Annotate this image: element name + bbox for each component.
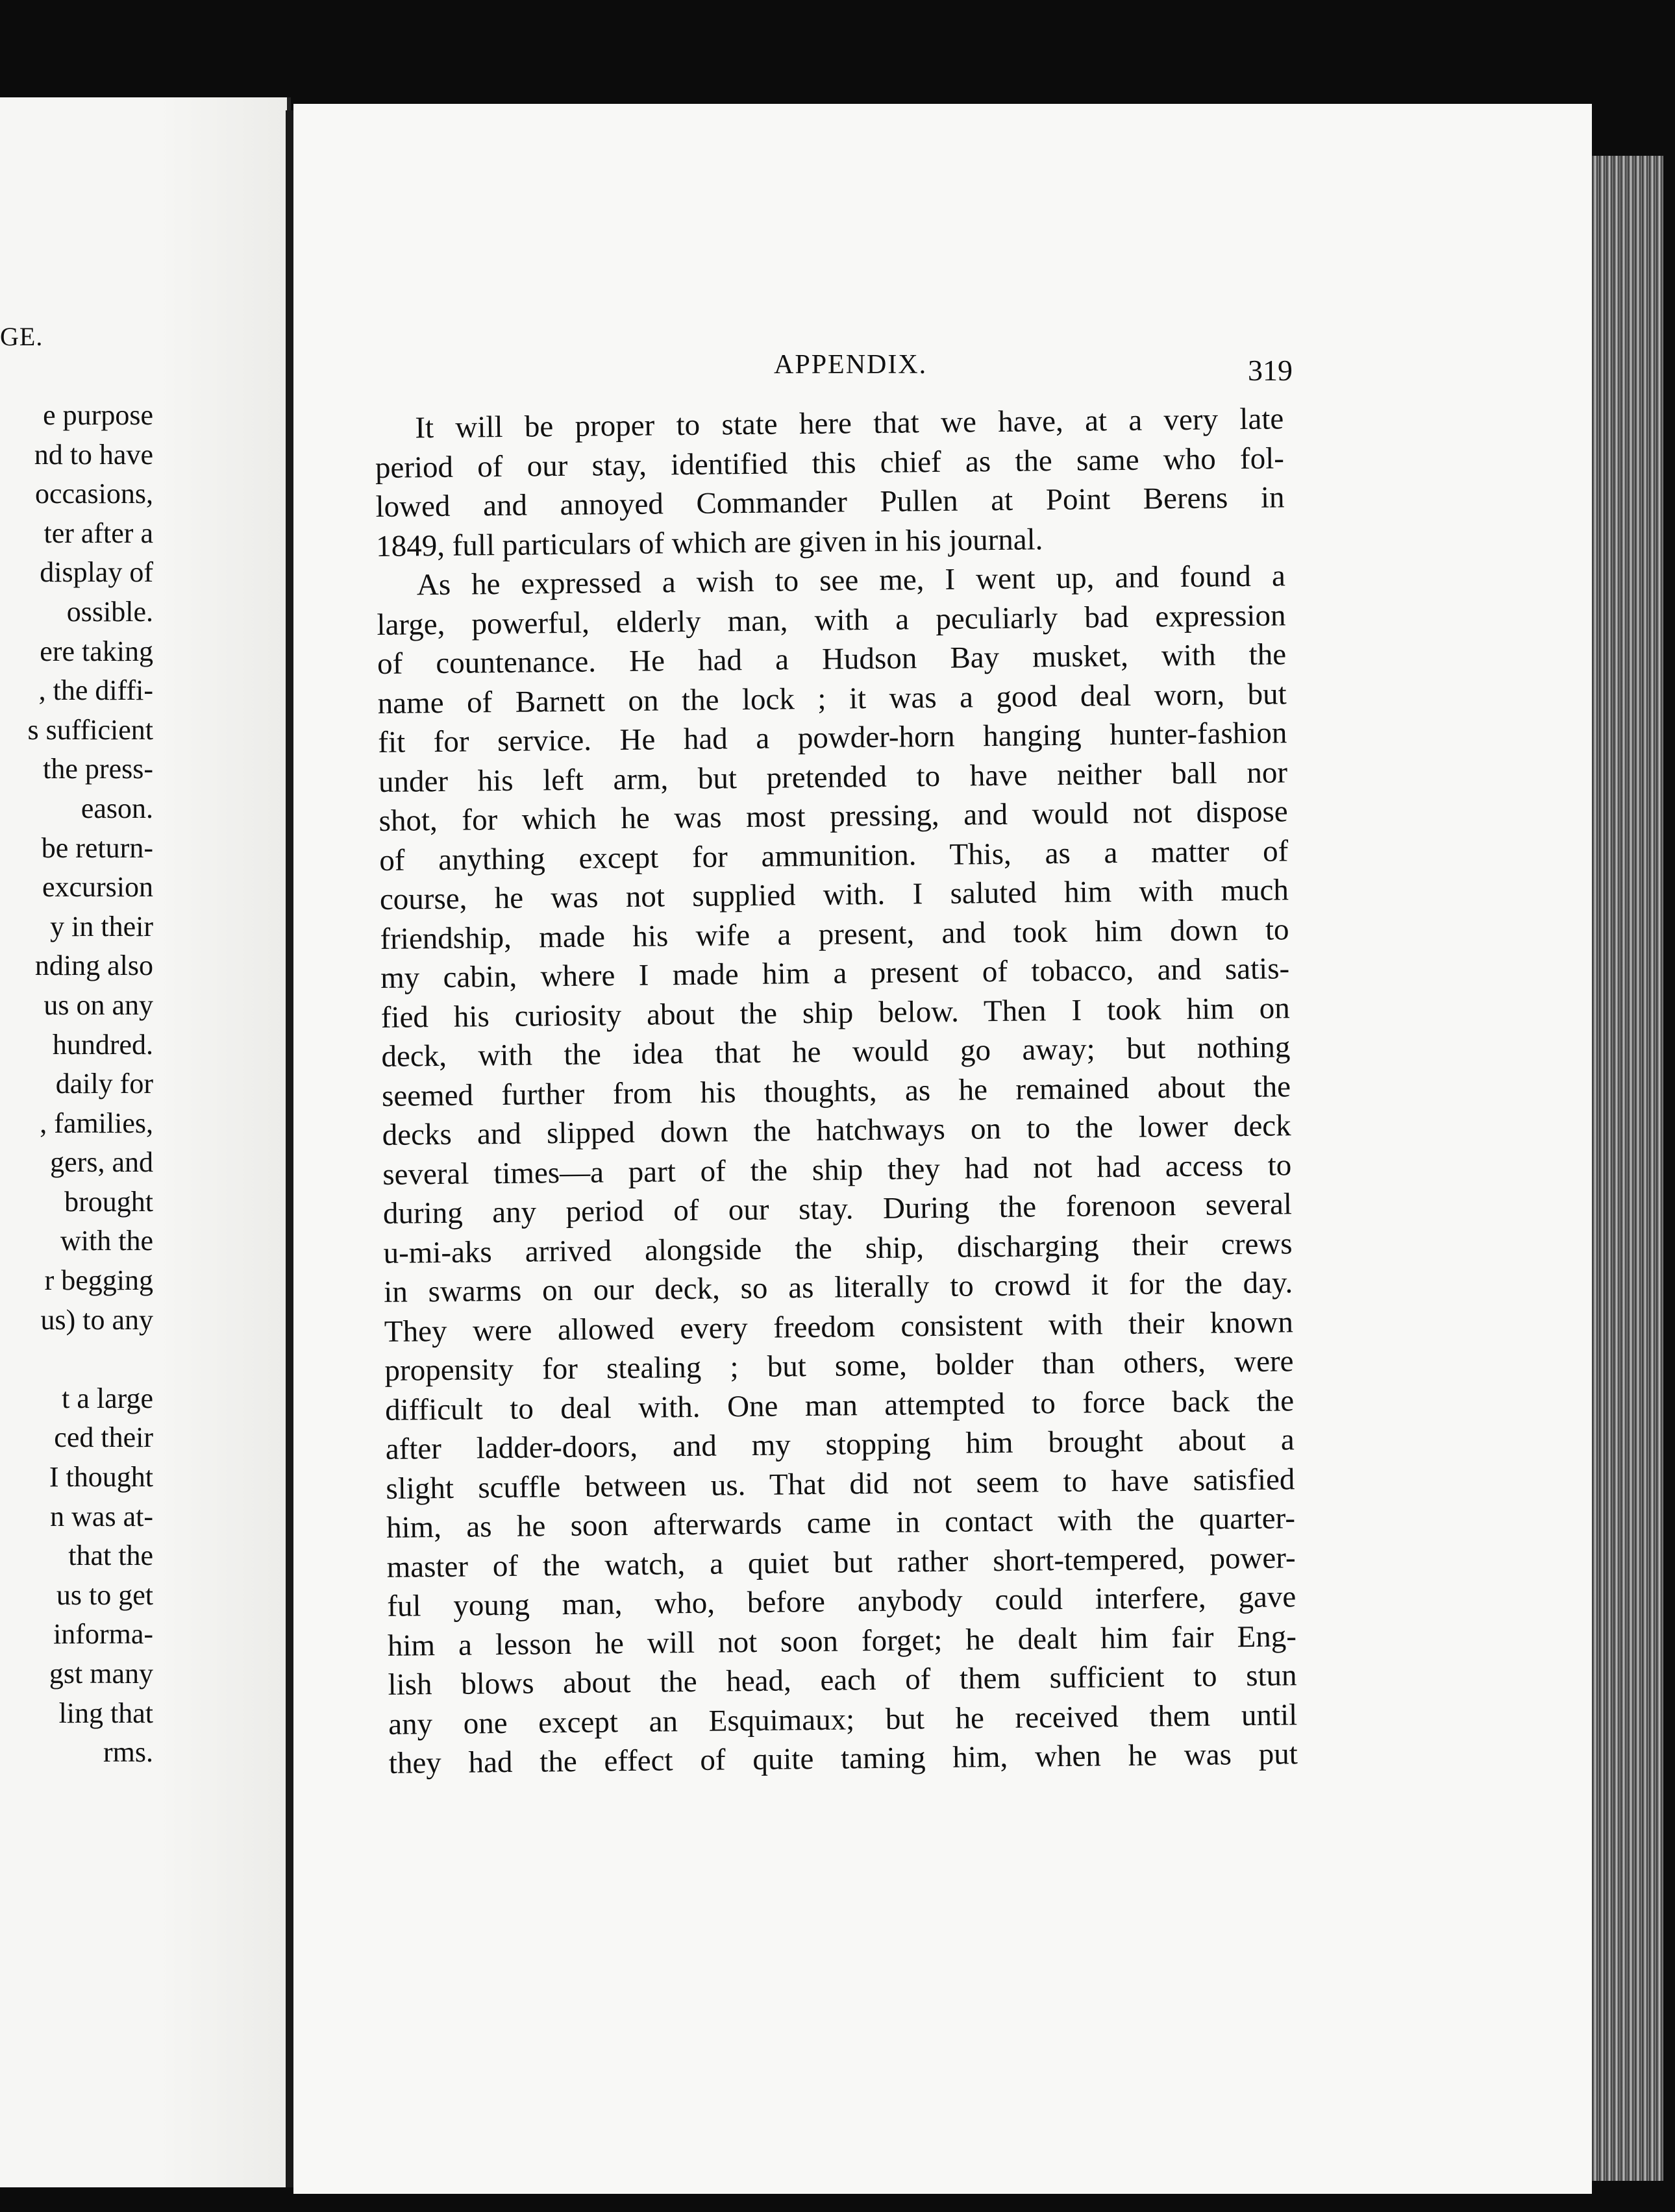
left-text-line: be return-	[41, 831, 153, 864]
running-head: APPENDIX.	[774, 350, 928, 380]
left-text-line: I thought	[49, 1461, 153, 1493]
left-page	[0, 97, 291, 2187]
left-text-line: display of	[40, 556, 153, 589]
text-line: ful young man, who, before anybody could interfere, gave	[387, 1580, 1297, 1623]
left-text-line: n was at-	[50, 1500, 153, 1532]
left-text-line: gers, and	[50, 1146, 153, 1179]
text-line: master of the watch, a quiet but rather short-tempered, power-	[386, 1540, 1296, 1584]
text-line: lish blows about the head, each of them sufficient to stun	[388, 1658, 1297, 1702]
left-text-line	[0, 1340, 153, 1379]
text-line: propensity for stealing ; but some, bolder than others, were	[384, 1344, 1294, 1388]
left-text-line: informa-	[53, 1618, 153, 1651]
text-line: they had the effect of quite taming him, when he was put	[388, 1737, 1298, 1780]
left-text-line: , families,	[40, 1107, 153, 1139]
text-line: him, as he soon afterwards came in contact with the quarter-	[386, 1501, 1296, 1545]
text-line: fied his curiosity about the ship below. Then I took him on	[380, 990, 1291, 1035]
left-text-line: us on any	[43, 989, 153, 1021]
page-number: 319	[1248, 354, 1293, 387]
text-line: any one except an Esquimaux; but he received them until	[388, 1697, 1298, 1741]
text-line: large, powerful, elderly man, with a peculiarly bad expression	[377, 598, 1286, 642]
text-line: of countenance. He had a Hudson Bay musket, with the	[377, 637, 1287, 681]
left-text-line: , the diffi-	[38, 674, 153, 707]
text-line: lowed and annoyed Commander Pullen at Point Berens in	[375, 480, 1285, 524]
text-line: under his left arm, but pretended to have neither ball nor	[378, 755, 1288, 799]
text-line: 1849, full particulars of which are given in his journal.	[375, 522, 1043, 563]
text-line: of anything except for ammunition. This, as a matter of	[379, 833, 1289, 878]
text-line: several times—a part of the ship they had not had access to	[382, 1148, 1292, 1192]
left-text-line: rms.	[103, 1736, 153, 1769]
left-text-line: hundred.	[52, 1028, 153, 1061]
left-page-margin	[157, 97, 287, 2187]
text-line: my cabin, where I made him a present of tobacco, and satis-	[380, 952, 1290, 995]
text-line: name of Barnett on the lock ; it was a good deal worn, but	[377, 676, 1287, 720]
text-line: in swarms on our deck, so as literally to crowd it for the day.	[383, 1266, 1293, 1309]
left-text-line: y in their	[50, 910, 153, 942]
left-text-line: ere taking	[40, 635, 153, 667]
text-line: during any period of our stay. During the forenoon several	[382, 1187, 1293, 1231]
left-text-line: ling that	[58, 1697, 153, 1729]
body-text	[375, 399, 1298, 1783]
text-line: difficult to deal with. One man attempted to force back the	[384, 1383, 1295, 1427]
left-text-line: e purpose	[43, 399, 153, 431]
text-line: him a lesson he will not soon forget; he dealt him fair Eng-	[387, 1619, 1297, 1663]
text-line: seemed further from his thoughts, as he remained about the	[381, 1069, 1291, 1113]
left-text-line: ced their	[54, 1421, 153, 1454]
text-line: course, he was not supplied with. I saluted him with much	[379, 873, 1289, 916]
left-text-line: ossible.	[66, 595, 153, 628]
text-line: It will be proper to state here that we have, at a very late	[415, 402, 1284, 445]
text-line: decks and slipped down the hatchways on to the lower deck	[382, 1109, 1291, 1152]
left-running-head: GE.	[0, 322, 43, 351]
left-text-line: us) to any	[40, 1303, 153, 1336]
text-line: u-mi-aks arrived alongside the ship, discharging their crews	[383, 1226, 1293, 1270]
left-text-line: eason.	[81, 792, 153, 824]
left-page-text	[0, 396, 153, 1773]
left-text-line: ter after a	[43, 517, 153, 549]
left-text-line: t a large	[62, 1382, 153, 1414]
left-text-line: nd to have	[34, 438, 153, 471]
text-line: slight scuffle between us. That did not seem to have satisfied	[386, 1462, 1295, 1506]
text-line: shot, for which he was most pressing, and would not dispose	[378, 794, 1288, 838]
left-text-line: the press-	[43, 753, 153, 785]
text-line: fit for service. He had a powder-horn hanging hunter-fashion	[378, 716, 1287, 759]
left-text-line: us to get	[56, 1579, 153, 1611]
right-page	[293, 104, 1592, 2194]
left-text-line: gst many	[49, 1658, 153, 1690]
left-text-line: excursion	[42, 871, 153, 903]
left-text-line: with the	[60, 1225, 153, 1257]
left-text-line: that the	[68, 1540, 153, 1572]
left-text-line: occasions,	[34, 478, 153, 510]
text-line: As he expressed a wish to see me, I went up, and found a	[416, 559, 1286, 602]
text-line: friendship, made his wife a present, and took him down to	[380, 912, 1289, 956]
left-text-line: r begging	[44, 1264, 153, 1297]
left-text-line: brought	[64, 1185, 153, 1218]
left-text-line: nding also	[34, 950, 153, 982]
left-text-line: daily for	[55, 1068, 153, 1100]
text-line: period of our stay, identified this chief as the same who fol-	[375, 441, 1285, 485]
page-edges	[1592, 156, 1663, 2181]
left-text-line: s sufficient	[27, 713, 153, 746]
text-line: They were allowed every freedom consistent with their known	[384, 1305, 1294, 1349]
text-line: deck, with the idea that he would go away; but nothing	[381, 1030, 1291, 1074]
text-line: after ladder-doors, and my stopping him brought about a	[385, 1423, 1295, 1466]
